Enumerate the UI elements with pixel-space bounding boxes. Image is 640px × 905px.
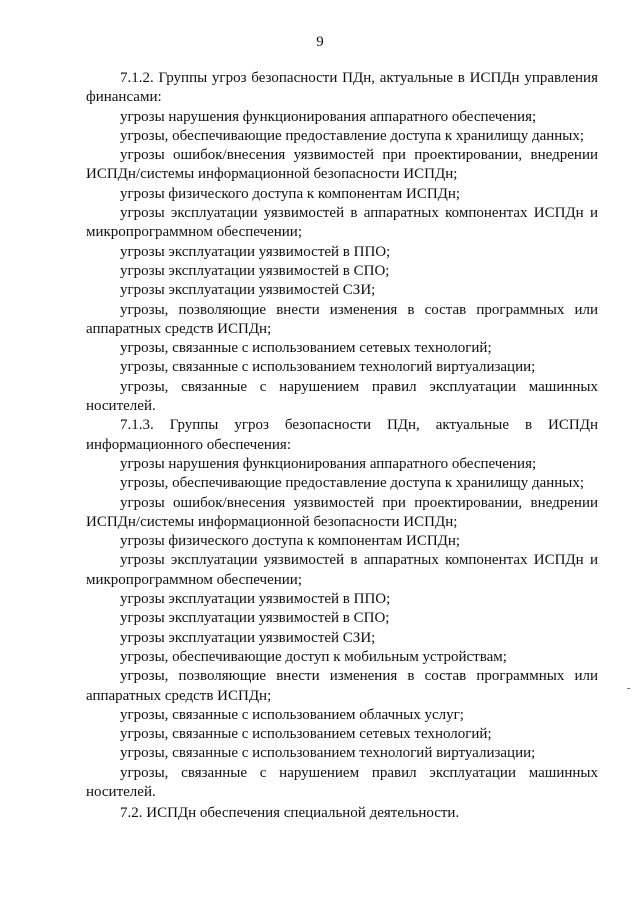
list-item: угрозы, позволяющие внести изменения в состав программных или аппаратных средств ИСПДн; (86, 301, 598, 337)
list-item: угрозы эксплуатации уязвимостей в СПО; (120, 610, 390, 627)
list-item: угрозы эксплуатации уязвимостей СЗИ; (120, 282, 376, 299)
list-item: угрозы физического доступа к компонентам ИСПДн; (120, 533, 461, 550)
document-body (86, 69, 598, 824)
list-item: угрозы, обеспечивающие предоставление доступа к хранилищу данных; (120, 475, 585, 492)
list-item: угрозы эксплуатации уязвимостей в аппаратных компонентах ИСПДн и микропрограммном обеспечении; (86, 205, 598, 241)
section-heading: 7.1.2. Группы угроз безопасности ПДн, актуальные в ИСПДн управления финансами: (86, 70, 598, 106)
list-item: угрозы эксплуатации уязвимостей СЗИ; (120, 629, 376, 646)
page-number: 9 (316, 34, 324, 50)
list-item: угрозы эксплуатации уязвимостей в ППО; (120, 243, 391, 260)
list-item: угрозы ошибок/внесения уязвимостей при проектировании, внедрении ИСПДн/системы информационной безопасности ИСПДн; (86, 147, 598, 183)
list-item: угрозы, связанные с использованием технологий виртуализации; (120, 745, 536, 762)
list-item: угрозы, связанные с использованием облачных услуг; (120, 706, 464, 723)
section-title: 7.2. ИСПДн обеспечения специальной деятельности. (120, 805, 460, 822)
list-item: угрозы, связанные с нарушением правил эксплуатации машинных носителей. (86, 764, 598, 800)
list-item: угрозы эксплуатации уязвимостей в аппаратных компонентах ИСПДн и микропрограммном обеспечении; (86, 552, 598, 588)
list-item: угрозы нарушения функционирования аппаратного обеспечения; (120, 108, 537, 125)
margin-mark: - (627, 683, 631, 694)
list-item: угрозы, обеспечивающие доступ к мобильным устройствам; (120, 648, 507, 665)
list-item: угрозы нарушения функционирования аппаратного обеспечения; (120, 455, 537, 472)
list-item: угрозы, позволяющие внести изменения в состав программных или аппаратных средств ИСПДн; (86, 668, 598, 704)
list-item: угрозы физического доступа к компонентам ИСПДн; (120, 185, 461, 202)
list-item: угрозы, связанные с использованием сетевых технологий; (120, 340, 492, 357)
list-item: угрозы ошибок/внесения уязвимостей при проектировании, внедрении ИСПДн/системы информационной безопасности ИСПДн; (86, 494, 598, 530)
list-item: угрозы, связанные с использованием технологий виртуализации; (120, 359, 536, 376)
list-item: угрозы эксплуатации уязвимостей в СПО; (120, 262, 390, 279)
section-heading: 7.1.3. Группы угроз безопасности ПДн, актуальные в ИСПДн информационного обеспечения: (86, 417, 598, 453)
list-item: угрозы, связанные с использованием сетевых технологий; (120, 726, 492, 743)
list-item: угрозы, обеспечивающие предоставление доступа к хранилищу данных; (120, 127, 585, 144)
list-item: угрозы, связанные с нарушением правил эксплуатации машинных носителей. (86, 378, 598, 415)
list-item: угрозы эксплуатации уязвимостей в ППО; (120, 591, 391, 608)
